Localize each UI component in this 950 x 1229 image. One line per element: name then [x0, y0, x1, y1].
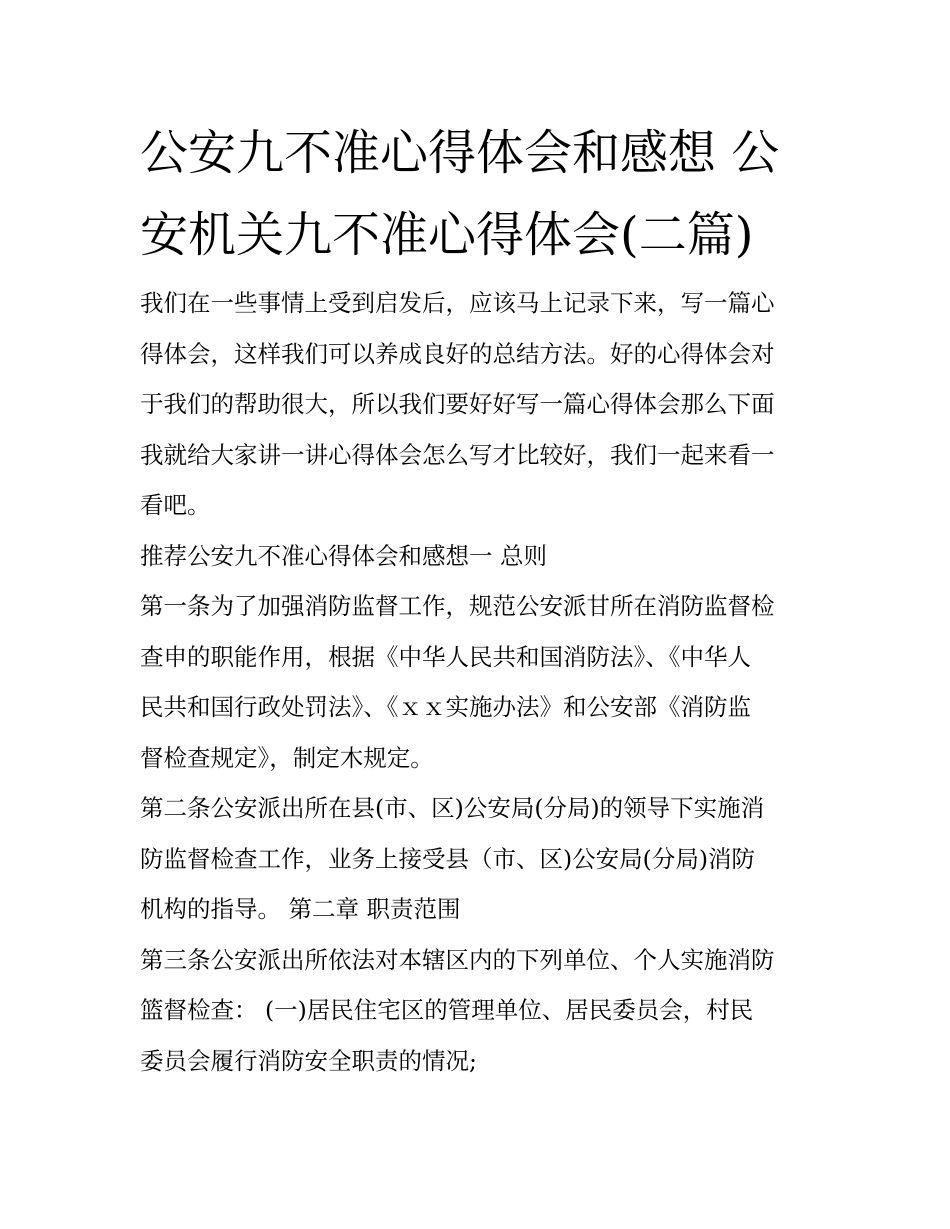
text-line: 委员会履行消防安全职责的情况;	[140, 1046, 477, 1075]
text-line: 推荐公安九不准心得体会和感想一 总则	[140, 541, 547, 570]
text-line: 我们在一些事情上受到启发后，应该马上记录下来，写一篇心	[140, 289, 775, 317]
text-line: 篮督检查： (一)居民住宅区的管理单位、居民委员会，村民	[140, 996, 754, 1024]
text-line: 查申的职能作用，根据《中华人民共和国消防法》、《中华人	[140, 642, 751, 671]
text-line: 第三条公安派出所依法对本辖区内的下列单位、个人实施消防	[140, 945, 775, 974]
text-line: 得体会，这样我们可以养成良好的总结方法。好的心得体会对	[140, 339, 775, 368]
text-line: 于我们的帮助很大，所以我们要好好写一篇心得体会那么下面	[140, 390, 775, 418]
title-line: 安机关九不准心得体会(二篇)	[140, 207, 754, 263]
article-three-paragraph	[140, 935, 815, 1087]
text-line: 防监督检查工作，业务上接受县（市、区)公安局(分局)消防	[140, 844, 756, 873]
text-line: 我就给大家讲一讲心得体会怎么写才比较好，我们一起来看一	[140, 440, 775, 469]
text-line: 第一条为了加强消防监督工作，规范公安派甘所在消防监督检	[140, 592, 775, 620]
document-title	[140, 112, 815, 276]
article-one-paragraph	[140, 581, 815, 783]
text-line: 第二条公安派出所在县(市、区)公安局(分局)的领导下实施消	[140, 794, 765, 822]
text-line: 督检查规定》，制定木规定。	[140, 743, 434, 772]
article-two-paragraph	[140, 783, 815, 935]
document-content	[140, 112, 815, 1086]
text-line: 民共和国行政处罚法》、《ｘｘ实施办法》和公安部《消防监	[140, 693, 751, 721]
title-line: 公安九不准心得体会和感想 公	[140, 125, 780, 181]
section-heading	[140, 531, 815, 582]
text-line: 看吧。	[140, 491, 211, 519]
text-line: 机构的指导。 第二章 职责范围	[140, 895, 461, 923]
intro-paragraph	[140, 278, 815, 531]
